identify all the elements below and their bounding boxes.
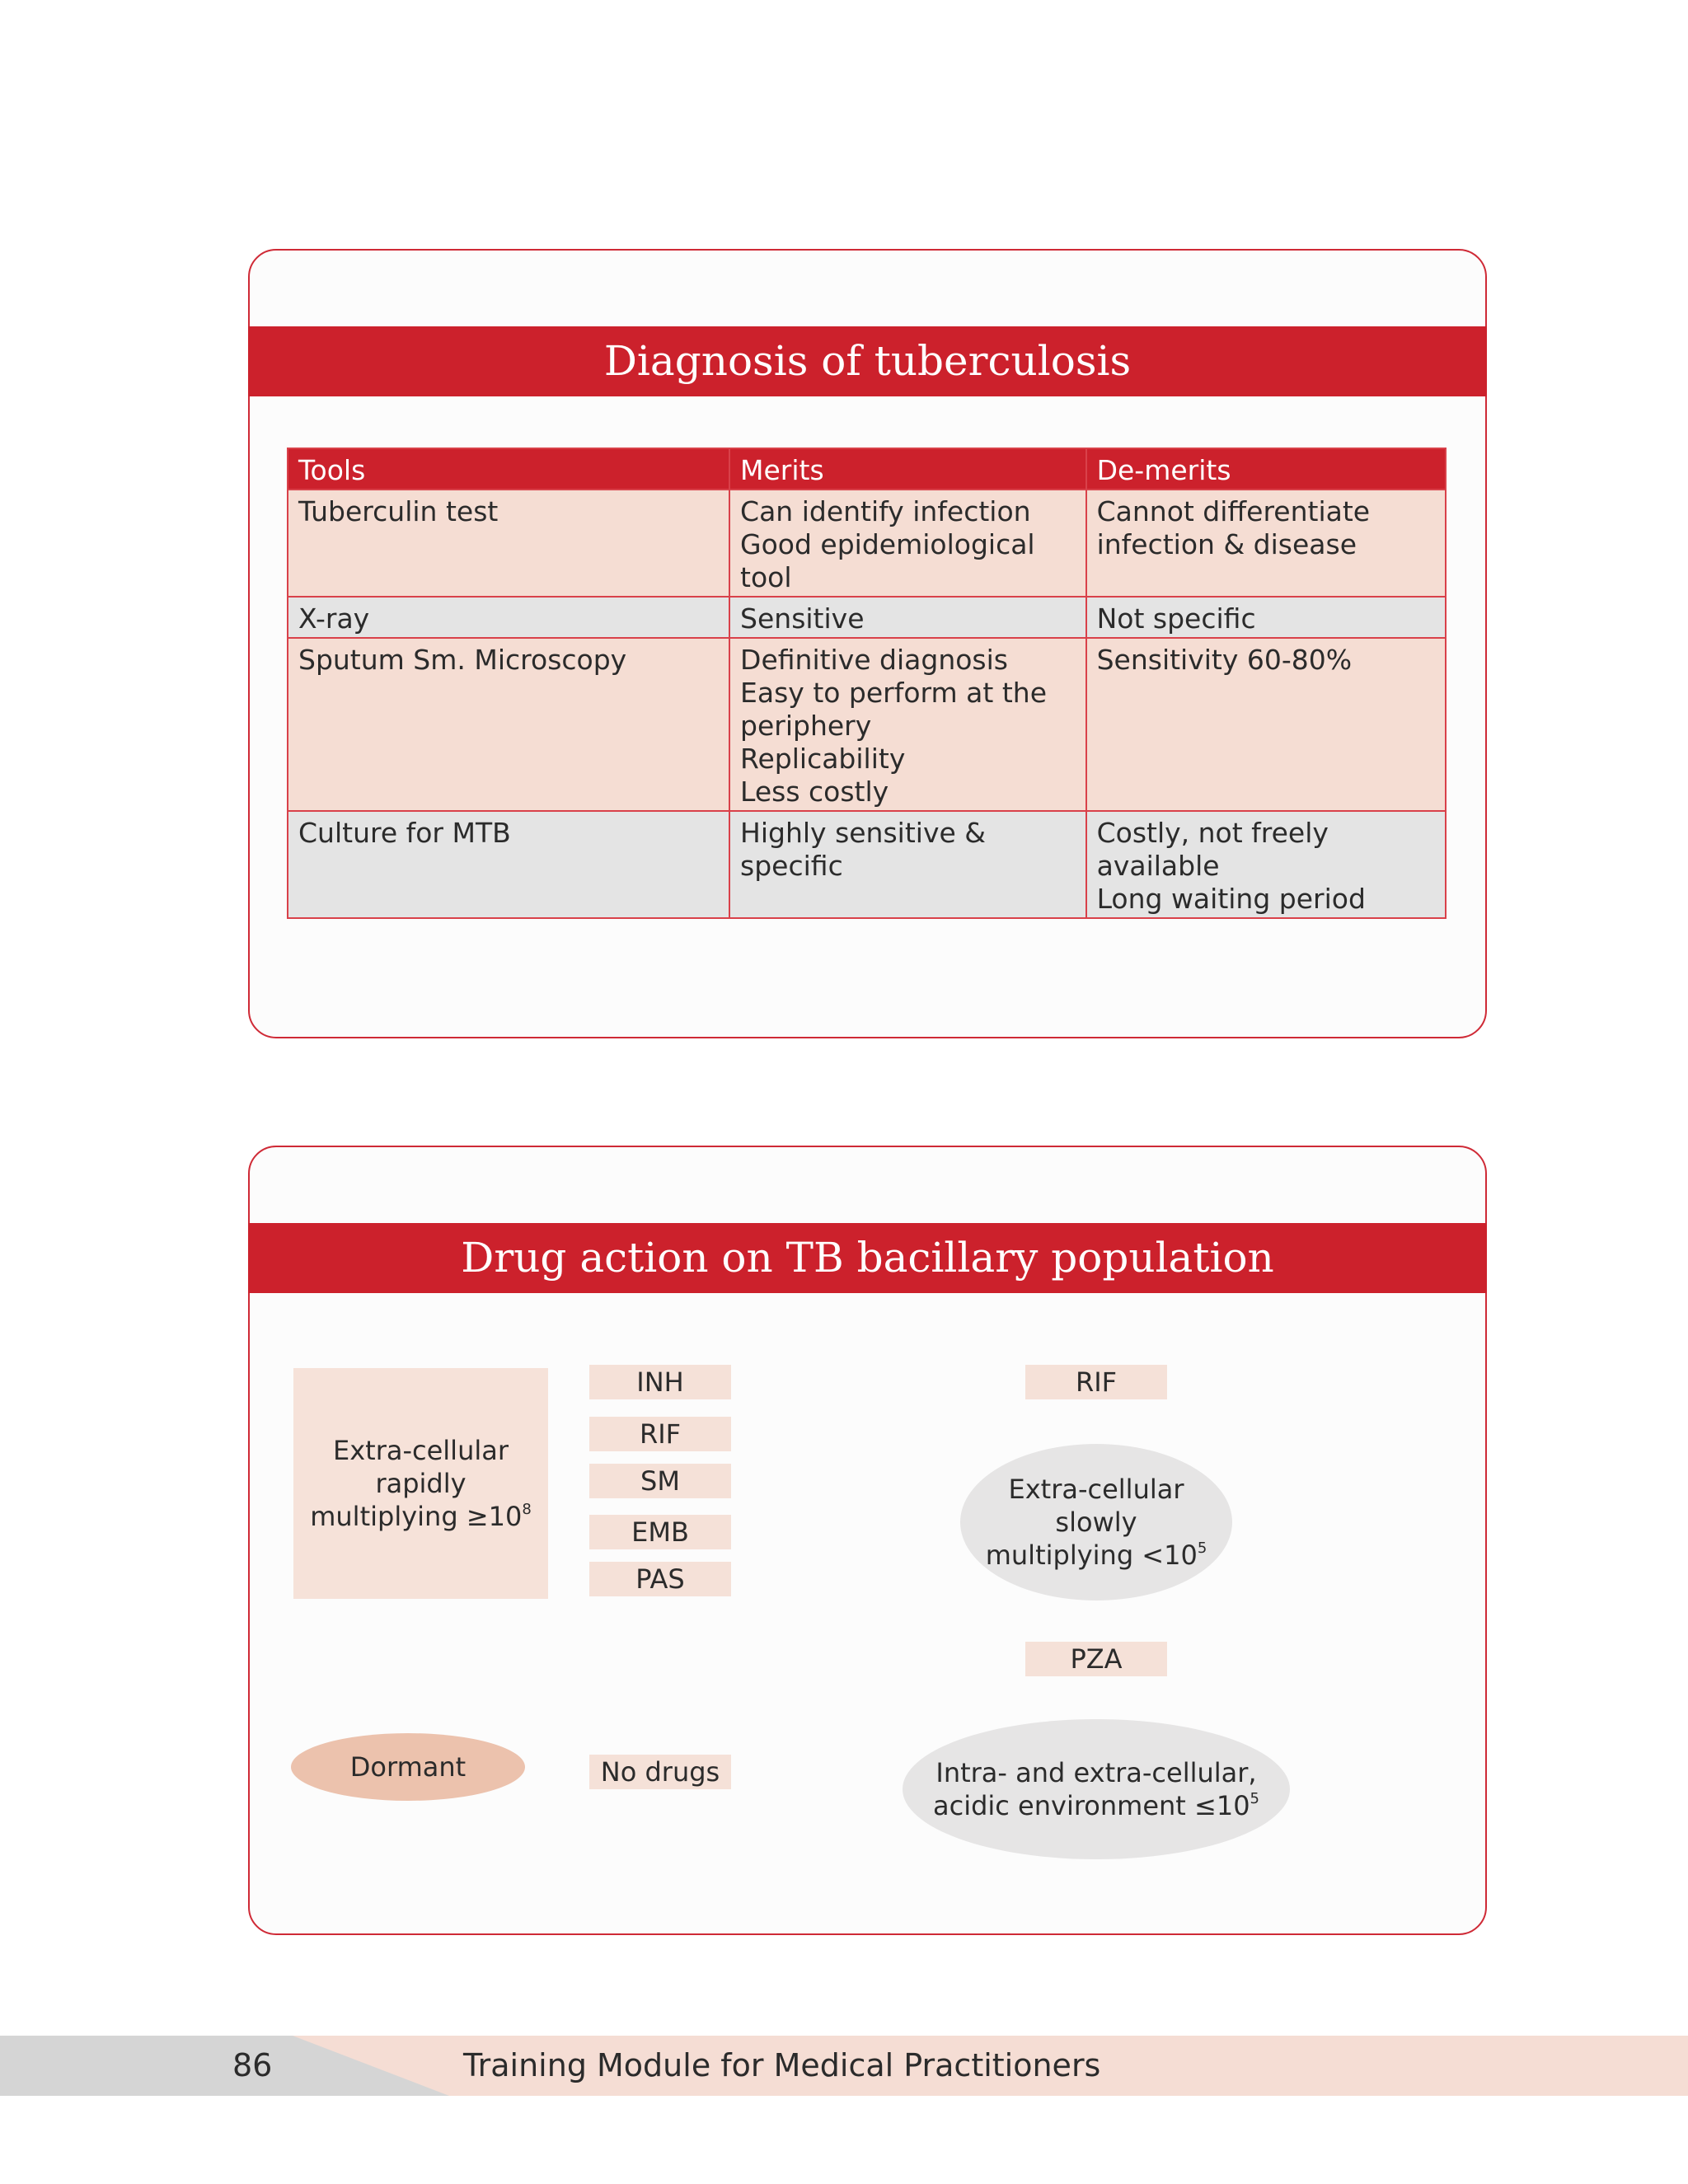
rapid-population-box: Extra-cellular rapidly multiplying $\ge 10^8$ [293,1368,548,1599]
acidic-population-ellipse: Intra- and extra-cellular, acidic environment $\le 10^5$ [903,1719,1290,1859]
merits-cell: Definitive diagnosis Easy to perform at the periphery Replicability Less costly [729,638,1086,811]
tool-cell: Sputum Sm. Microscopy [288,638,729,811]
diagnosis-slide [248,249,1487,1038]
header-tools: Tools [288,448,729,490]
header-merits: Merits [729,448,1086,490]
drug-pas: PAS [589,1562,731,1596]
drug-rif: RIF [589,1417,731,1451]
tool-cell: Culture for MTB [288,811,729,918]
merits-cell: Can identify infection Good epidemiological tool [729,490,1086,597]
tool-cell: X-ray [288,597,729,638]
table-header-row [288,448,1446,490]
footer-title: Training Module for Medical Practitioners [463,2047,1101,2083]
drug-rif-slow: RIF [1025,1365,1167,1399]
drug-inh: INH [589,1365,731,1399]
merits-cell: Sensitive [729,597,1086,638]
table-row [288,811,1446,918]
tool-cell: Tuberculin test [288,490,729,597]
demerits-cell: Costly, not freely available Long waiting period [1086,811,1446,918]
drug-emb: EMB [589,1515,731,1549]
slow-population-ellipse: Extra-cellular slowly multiplying $<10^5$ [960,1444,1232,1601]
drug-action-slide [248,1146,1487,1935]
table-row [288,490,1446,597]
table-row [288,597,1446,638]
drug-action-title: Drug action on TB bacillary population [248,1223,1487,1293]
drug-sm: SM [589,1464,731,1498]
demerits-cell: Sensitivity 60-80% [1086,638,1446,811]
merits-cell: Highly sensitive & specific [729,811,1086,918]
no-drugs-label: No drugs [589,1755,731,1789]
drug-pza: PZA [1025,1642,1167,1676]
header-demerits: De-merits [1086,448,1446,490]
diagnosis-table [287,448,1447,919]
demerits-cell: Cannot differentiate infection & disease [1086,490,1446,597]
demerits-cell: Not specific [1086,597,1446,638]
diagnosis-title: Diagnosis of tuberculosis [248,326,1487,396]
dormant-ellipse: Dormant [291,1733,525,1801]
page-number: 86 [232,2047,273,2083]
table-row [288,638,1446,811]
